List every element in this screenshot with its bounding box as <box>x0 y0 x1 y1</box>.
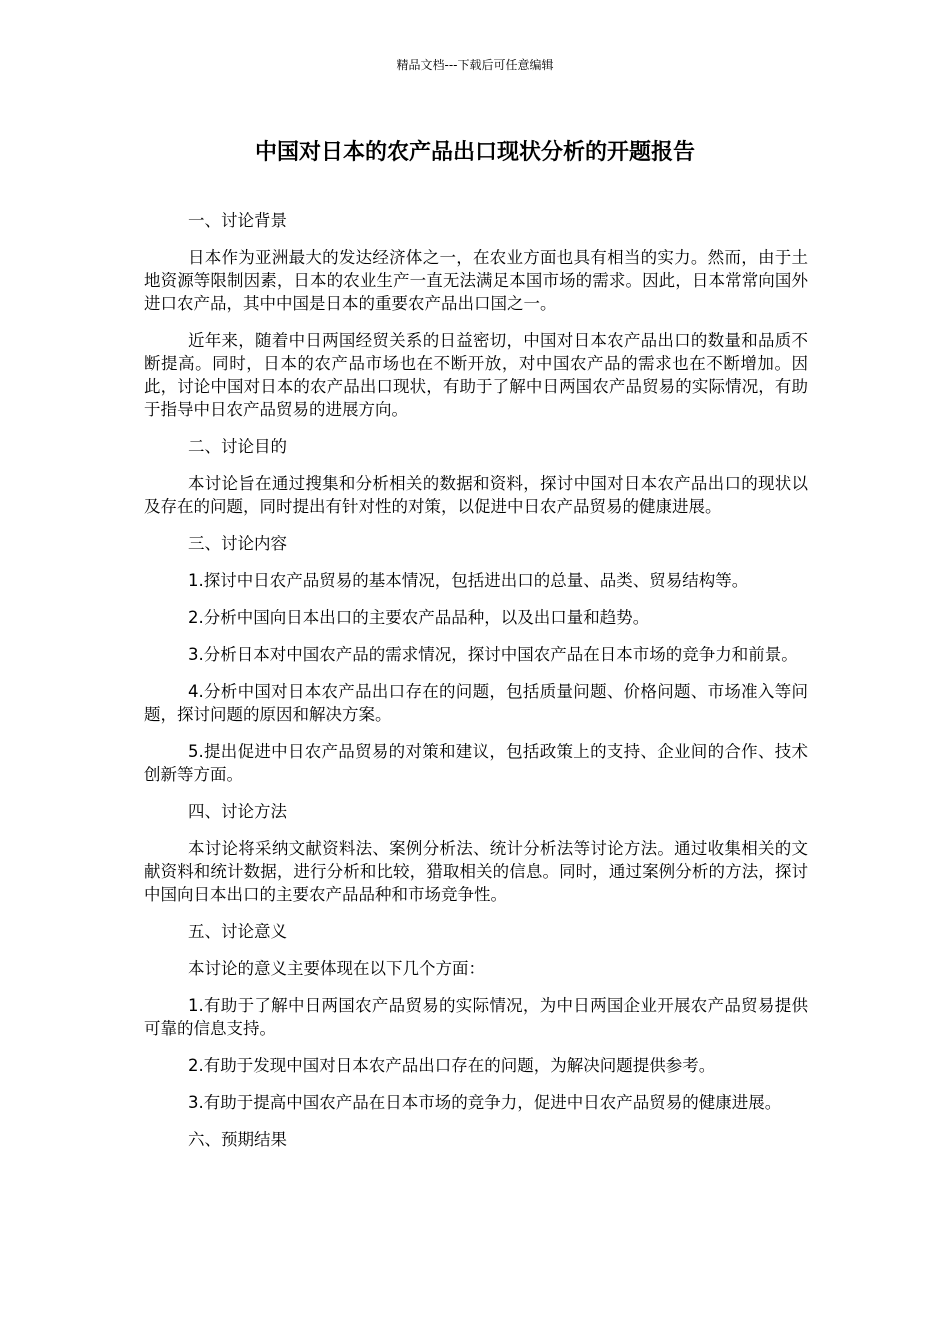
paragraph: 近年来，随着中日两国经贸关系的日益密切，中国对日本农产品出口的数量和品质不断提高。同时，日本的农产品市场也在不断开放，对中国农产品的需求也在不断增加。因此，讨论中国对日本的农产品出口现状，有助于了解中日两国农产品贸易的实际情况，有助于指导中日农产品贸易的进展方向。 <box>144 331 808 419</box>
document-body <box>144 209 808 1165</box>
paragraph: 日本作为亚洲最大的发达经济体之一，在农业方面也具有相当的实力。然而，由于土地资源等限制因素，日本的农业生产一直无法满足本国市场的需求。因此，日本常常向国外进口农产品，其中中国是日本的重要农产品出口国之一。 <box>144 248 808 313</box>
section-heading: 四、讨论方法 <box>188 802 287 821</box>
paragraph: 本讨论将采纳文献资料法、案例分析法、统计分析法等讨论方法。通过收集相关的文献资料和统计数据，进行分析和比较，猎取相关的信息。同时，通过案例分析的方法，探讨中国向日本出口的主要农产品品种和市场竞争性。 <box>144 839 808 904</box>
paragraph: 本讨论旨在通过搜集和分析相关的数据和资料，探讨中国对日本农产品出口的现状以及存在的问题，同时提出有针对性的对策，以促进中日农产品贸易的健康进展。 <box>144 474 808 516</box>
document-title: 中国对日本的农产品出口现状分析的开题报告 <box>254 140 695 165</box>
list-item: 2.分析中国向日本出口的主要农产品品种，以及出口量和趋势。 <box>188 608 650 627</box>
list-item: 1.探讨中日农产品贸易的基本情况，包括进出口的总量、品类、贸易结构等。 <box>188 571 749 590</box>
section-heading: 三、讨论内容 <box>188 534 287 553</box>
list-item: 2.有助于发现中国对日本农产品出口存在的问题，为解决问题提供参考。 <box>188 1056 716 1075</box>
list-item: 3.分析日本对中国农产品的需求情况，探讨中国农产品在日本市场的竞争力和前景。 <box>188 645 798 664</box>
section-heading: 五、讨论意义 <box>188 922 287 941</box>
section-heading: 六、预期结果 <box>188 1130 287 1149</box>
section-heading: 二、讨论目的 <box>188 437 287 456</box>
list-item: 1.有助于了解中日两国农产品贸易的实际情况，为中日两国企业开展农产品贸易提供可靠的信息支持。 <box>144 996 808 1038</box>
paragraph: 本讨论的意义主要体现在以下几个方面： <box>188 959 485 978</box>
list-item: 5.提出促进中日农产品贸易的对策和建议，包括政策上的支持、企业间的合作、技术创新等方面。 <box>144 742 808 784</box>
list-item: 3.有助于提高中国农产品在日本市场的竞争力，促进中日农产品贸易的健康进展。 <box>188 1093 782 1112</box>
list-item: 4.分析中国对日本农产品出口存在的问题，包括质量问题、价格问题、市场准入等问题，探讨问题的原因和解决方案。 <box>144 682 808 724</box>
section-heading: 一、讨论背景 <box>188 211 287 230</box>
header-note: 精品文档---下载后可任意编辑 <box>396 58 554 72</box>
